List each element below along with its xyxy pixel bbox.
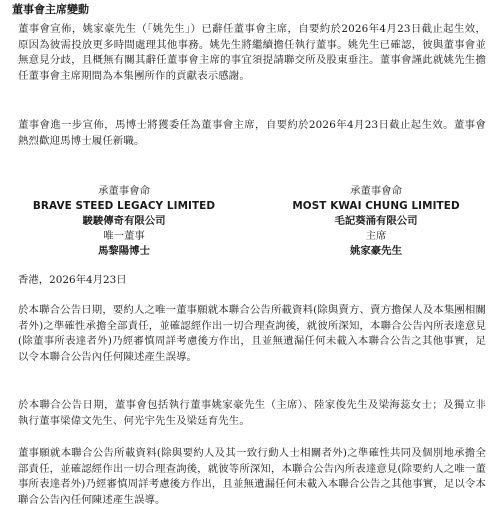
company-name-en: BRAVE STEED LEGACY LIMITED: [32, 200, 216, 212]
section-title: 董事會主席變動: [12, 3, 89, 16]
company-name-zh: 毛記葵涌有限公司: [334, 215, 418, 227]
place-and-date: 香港，2026年4月23日: [18, 274, 127, 286]
signatory-name: 姚家豪先生: [350, 245, 402, 257]
signatory-role: 唯一董事: [103, 230, 145, 242]
signature-block-offeror: [4, 184, 244, 259]
paragraph-chairman-appointment: 董事會進一步宣佈，馬博士將獲委任為董事會主席，自要約於2026年4月23日截止起生效。董事會熱烈歡迎馬博士履任新職。: [18, 119, 486, 147]
company-name-zh: 駿駿傳奇有限公司: [82, 215, 166, 227]
paragraph-directors-responsibility: 董事願就本聯合公告所載資料(除與要約人及其一致行動人士相關者外)之準確性共同及個別地承擔全部責任，並確認經作出一切合理查詢後，就彼等所深知，本聯合公告內所表達意見(除要約人之唯一董事所表達者外)乃經審慎周詳考慮後方作出，且並無遺漏任何未載入本聯合公告之其他事實，足以令本聯合公告內任何陳述產生誤導。: [18, 447, 486, 506]
signature-block-company: [256, 184, 496, 259]
paragraph-offeror-director-responsibility: 於本聯合公告日期，要約人之唯一董事願就本聯合公告所載資料(除與賣方、賣方擔保人及本集團相關者外)之準確性承擔全部責任，並確認經作出一切合理查詢後，就彼所深知，本聯合公告內所表達意見(除董事所表達者外)乃經審慎周詳考慮後方作出，且並無遺漏任何未載入本聯合公告之其他事實，足以令本聯合公告內任何陳述產生誤導。: [18, 304, 486, 363]
paragraph-chairman-resignation: 董事會宣佈，姚家豪先生（「姚先生」）已辭任董事會主席，自要約於2026年4月23日截止起生效，原因為彼需投放更多時間處理其他事務。姚先生將繼續擔任執行董事。姚先生已確認，彼與董事會並無意見分歧，且概無有關其辭任董事會主席的事宜須提請聯交所及股東垂注。董事會謹此就姚先生擔任董事會主席期間為本集團所作的貢獻表示感謝。: [18, 23, 486, 82]
company-name-en: MOST KWAI CHUNG LIMITED: [292, 200, 460, 212]
by-order-label: 承董事會命: [98, 185, 150, 197]
signatory-role: 主席: [365, 230, 387, 242]
by-order-label: 承董事會命: [350, 185, 402, 197]
signatory-name: 馬黎陽博士: [98, 245, 150, 257]
paragraph-board-composition: 於本聯合公告日期，董事會包括執行董事姚家豪先生（主席）、陸家俊先生及梁海蕊女士；及獨立非執行董事梁偉文先生、何光宇先生及梁廷育先生。: [18, 399, 486, 427]
